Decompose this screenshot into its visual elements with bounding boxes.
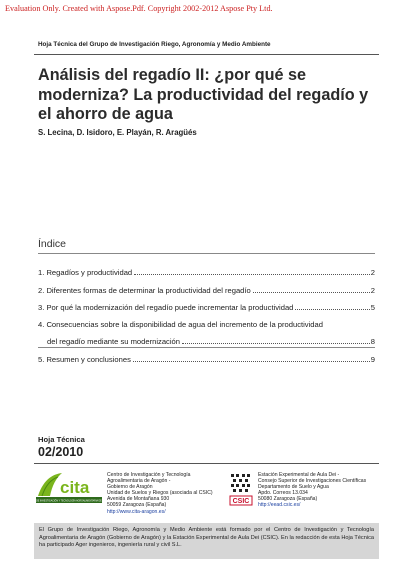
toc-item[interactable] — [38, 277, 375, 294]
toc-item[interactable] — [38, 260, 375, 277]
csic-website-link[interactable]: http://eead.csic.es/ — [258, 502, 301, 509]
toc-item-text: 1. Regadíos y productividad — [38, 268, 133, 278]
toc-item[interactable] — [38, 295, 375, 312]
cita-address: Centro de Investigación y Tecnología Agroalimentaria de Aragón - Gobierno de Aragón Unidad de Suelos y Riegos (asociada al CSIC) Avenida de Montañana 930 50059 Zaragoza (España) http://www.cita-aragon.es/ — [107, 472, 213, 515]
toc-item-page: 2 — [370, 268, 375, 278]
authors: S. Lecina, D. Isidoro, E. Playán, R. Aragüés — [38, 128, 197, 137]
footer-divider — [34, 463, 379, 464]
toc-item[interactable] — [38, 312, 375, 347]
hoja-tecnica-label: Hoja Técnica — [38, 435, 85, 444]
evaluation-watermark: Evaluation Only. Created with Aspose.Pdf. Copyright 2002-2012 Aspose Pty Ltd. — [5, 4, 273, 13]
toc-item-page: 5 — [370, 302, 375, 312]
table-of-contents — [38, 260, 375, 364]
cita-logo — [25, 470, 113, 504]
cita-website-link[interactable]: http://www.cita-aragon.es/ — [107, 508, 166, 515]
toc-item[interactable] — [38, 346, 375, 363]
toc-item-text: 2. Diferentes formas de determinar la productividad del regadío — [38, 285, 251, 295]
csic-logo-text: CSIC — [232, 498, 250, 506]
toc-item-text-continued: del regadío mediante su modernización — [47, 337, 180, 347]
document-title: Análisis del regadío II: ¿por qué se moderniza? La productividad del regadío y el ahorro de agua — [38, 66, 369, 123]
cita-logo-subtitle: CENTRO DE INVESTIGACIÓN Y TECNOLOGÍA AGROALIMENTARIA DE ARAGÓN — [25, 500, 113, 503]
header-divider — [34, 54, 379, 55]
cita-logo-text: cita — [60, 478, 90, 497]
hoja-tecnica-number: 02/2010 — [38, 445, 84, 459]
toc-heading: Índice — [38, 238, 67, 250]
toc-item-page: 9 — [370, 354, 375, 364]
footer-note: El Grupo de Investigación Riego, Agronomía y Medio Ambiente está formado por el Centro de Investigación y Tecnología Agroalimentaria de Aragón (Gobierno de Aragón) y la Estación Experimental de Aula Dei (CSIC). En la redacción de esta Hoja Técnica ha participado Ager ingenieros, ingeniería rural y civil S.L. — [34, 523, 379, 559]
toc-item-page: 8 — [370, 337, 375, 347]
toc-item-text: 4. Consecuencias sobre la disponibilidad de agua del incremento de la productividad — [38, 320, 323, 330]
toc-item-text: 5. Resumen y conclusiones — [38, 354, 131, 364]
csic-logo — [228, 471, 254, 509]
document-header: Hoja Técnica del Grupo de Investigación Riego, Agronomía y Medio Ambiente — [38, 41, 271, 48]
toc-divider — [38, 253, 375, 254]
toc-item-text: 3. Por qué la modernización del regadío puede incrementar la productividad — [38, 302, 294, 312]
toc-bottom-divider — [38, 347, 375, 348]
csic-address: Estación Experimental de Aula Dei - Consejo Superior de Investigaciones Científicas Departamento de Suelo y Agua Apdo. Correos 13.034 50080 Zaragoza (España) http://eead.csic.es/ — [258, 472, 367, 509]
toc-item-page: 2 — [370, 285, 375, 295]
